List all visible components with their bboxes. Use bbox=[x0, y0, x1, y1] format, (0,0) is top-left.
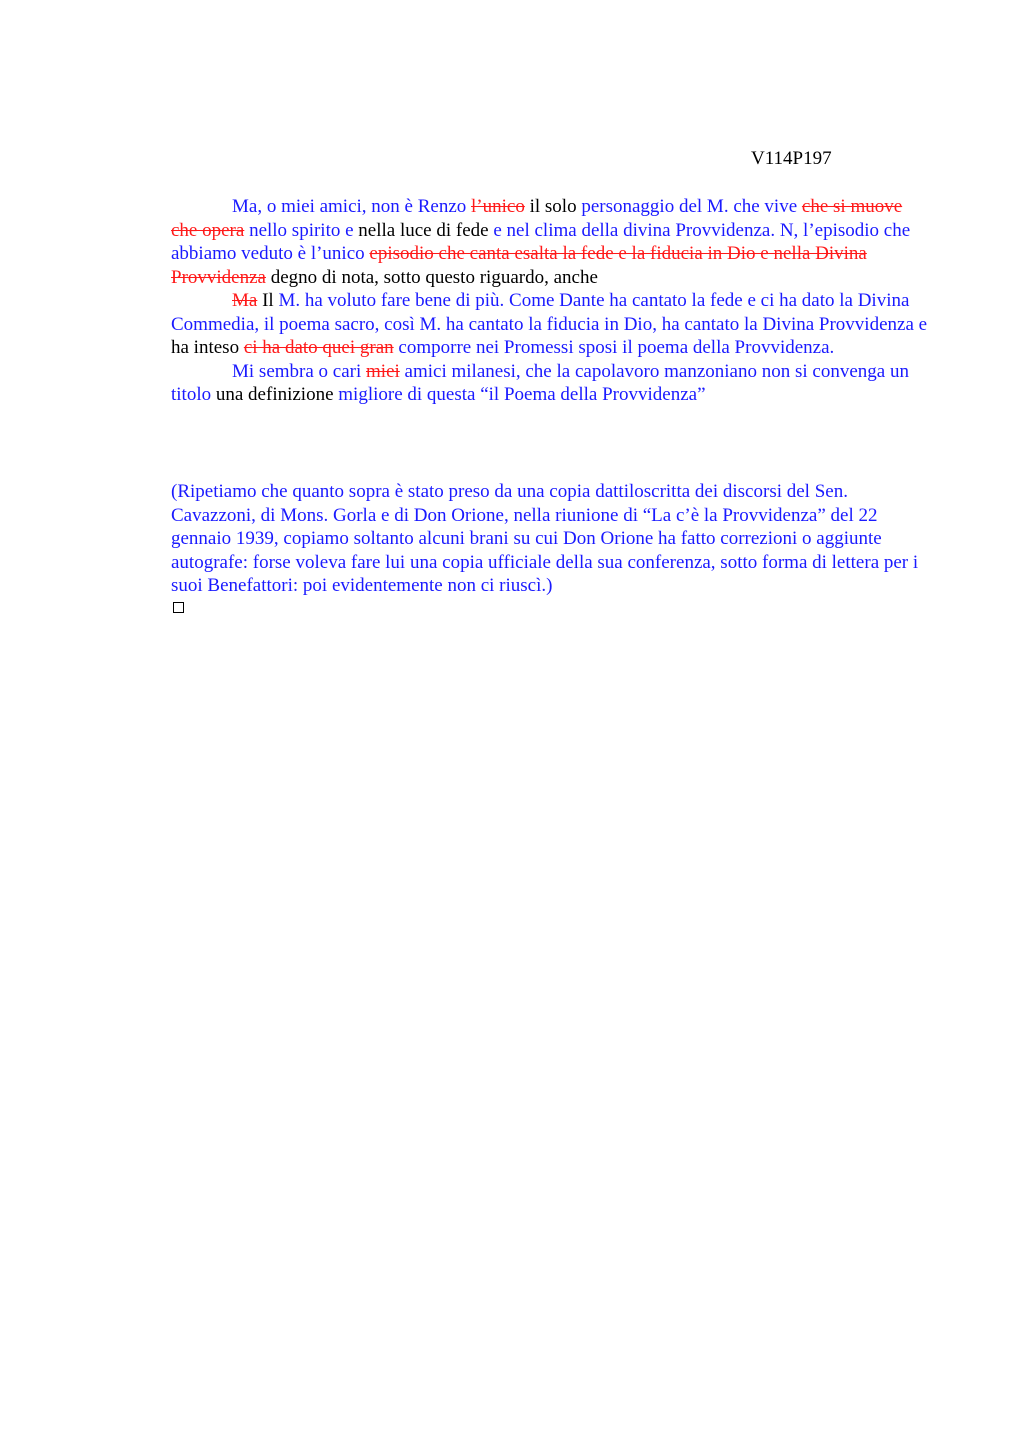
page-reference: V114P197 bbox=[751, 148, 832, 169]
text-run: amici milanesi, che la capolavoro manzoniano non si convenga un titolo bbox=[171, 360, 909, 405]
text-run: e nel clima della divina Provvidenza. N, l’episodio che abbiamo veduto è l’unico bbox=[171, 219, 911, 264]
letter-body bbox=[171, 195, 931, 407]
paragraph-1 bbox=[171, 195, 931, 289]
text-run: nello spirito e bbox=[244, 219, 359, 241]
text-run: Mi sembra o cari bbox=[232, 360, 367, 382]
text-run: Ma, o miei amici, non è Renzo bbox=[232, 196, 472, 217]
paragraph-3 bbox=[171, 360, 931, 407]
deleted-text-run: episodio che canta esalta la fede e la fiducia in Dio e nella Divina Provvidenza bbox=[171, 243, 867, 288]
checkbox-square-icon bbox=[173, 602, 184, 613]
deleted-text-run: Ma bbox=[232, 290, 258, 311]
text-run: nella luce di fede bbox=[358, 219, 494, 241]
paragraph-2 bbox=[171, 289, 931, 360]
deleted-text-run: l’unico bbox=[471, 196, 525, 217]
text-run: una definizione bbox=[215, 384, 339, 405]
deleted-text-run: miei bbox=[366, 360, 400, 382]
text-run: il solo bbox=[524, 196, 582, 217]
deleted-text-run: ci ha dato quei gran bbox=[243, 337, 394, 358]
text-run: comporre nei Promessi sposi il poema della Provvidenza. bbox=[393, 337, 835, 358]
text-run: Il bbox=[257, 290, 279, 311]
text-run: M. ha voluto fare bene di più. Come Dante ha cantato la fede e ci ha dato la Divina Commedia, il poema sacro, così M. ha cantato la fiducia in Dio, ha cantato la Divina Provvidenza e bbox=[171, 290, 928, 335]
text-run: degno di nota, sotto questo riguardo, anche bbox=[265, 266, 598, 288]
text-run: personaggio del M. che vive bbox=[581, 196, 802, 217]
deleted-text-run: che si muove che opera bbox=[171, 196, 903, 241]
text-run: migliore di questa “il Poema della Provvidenza” bbox=[338, 384, 706, 405]
editorial-note: (Ripetiamo che quanto sopra è stato preso da una copia dattiloscritta dei discorsi del Sen. Cavazzoni, di Mons. Gorla e di Don Orione, nella riunione di “La c’è la Provvidenza” del 22 gennaio 1939, copiamo soltanto alcuni brani su cui Don Orione ha fatto correzioni o aggiunte autografe: forse voleva fare lui una copia ufficiale della sua conferenza, sotto forma di lettera per i suoi Benefattori: poi evidentemente non ci riuscì.) bbox=[171, 481, 919, 596]
text-run: ha inteso bbox=[171, 337, 244, 358]
